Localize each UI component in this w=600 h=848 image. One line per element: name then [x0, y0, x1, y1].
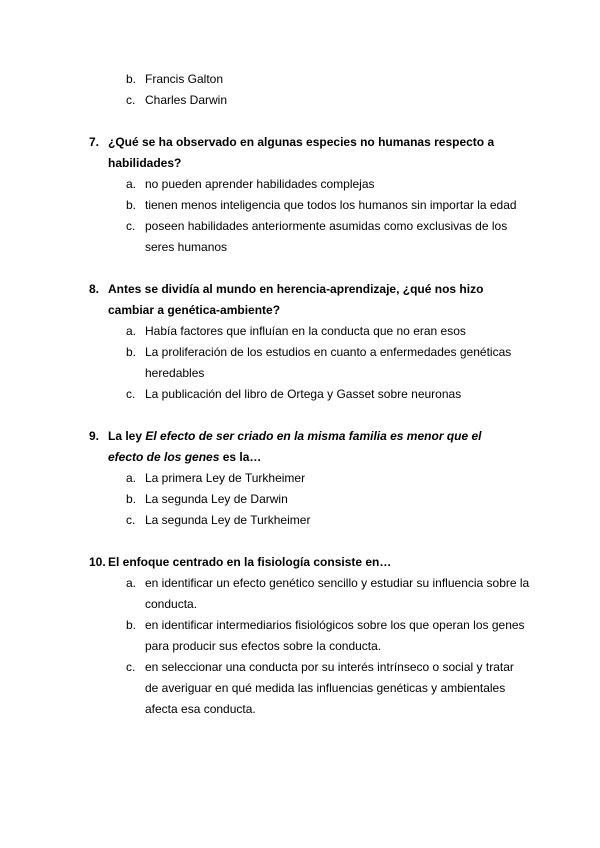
option-item — [0, 657, 600, 720]
option-letter: b. — [126, 492, 137, 506]
option-letter: a. — [126, 324, 137, 338]
question-number: 7. — [89, 135, 100, 149]
option-text: en seleccionar una conducta por su interés intrínseco o social y tratar de averiguar en qué medida las influencias genéticas y ambientales afecta esa conducta. — [145, 660, 514, 716]
option-letter: c. — [126, 513, 136, 527]
question-law-title: El efecto de ser criado en la misma familia es menor que el efecto de los genes — [108, 429, 482, 464]
option-letter: b. — [126, 198, 137, 212]
option-letter: c. — [126, 93, 136, 107]
option-item — [0, 468, 600, 489]
option-letter: a. — [126, 177, 137, 191]
option-item — [0, 489, 600, 510]
question-7 — [0, 132, 600, 174]
question-number: 8. — [89, 282, 100, 296]
question-text: Antes se dividía al mundo en herencia-aprendizaje, ¿qué nos hizo cambiar a genética-ambiente? — [108, 282, 484, 317]
question-text-before: La ley — [108, 429, 146, 443]
option-text: La proliferación de los estudios en cuanto a enfermedades genéticas heredables — [145, 345, 512, 380]
option-text: Francis Galton — [145, 72, 224, 86]
option-letter: c. — [126, 219, 136, 233]
option-letter: a. — [126, 576, 137, 590]
option-item — [0, 321, 600, 342]
option-item — [0, 615, 600, 657]
option-text: poseen habilidades anteriormente asumidas como exclusivas de los seres humanos — [145, 219, 508, 254]
question-8 — [0, 279, 600, 321]
option-text: tienen menos inteligencia que todos los humanos sin importar la edad — [145, 198, 517, 212]
question-9 — [0, 426, 600, 468]
option-text: La primera Ley de Turkheimer — [145, 471, 306, 485]
option-letter: c. — [126, 660, 136, 674]
option-text: La publicación del libro de Ortega y Gasset sobre neuronas — [145, 387, 462, 401]
option-text: La segunda Ley de Turkheimer — [145, 513, 311, 527]
option-text: no pueden aprender habilidades complejas — [145, 177, 375, 191]
option-text: en identificar un efecto genético sencillo y estudiar su influencia sobre la conducta. — [145, 576, 530, 611]
option-item — [0, 510, 600, 531]
question-number: 9. — [89, 429, 100, 443]
option-text: La segunda Ley de Darwin — [145, 492, 288, 506]
option-item — [0, 174, 600, 195]
option-text: en identificar intermediarios fisiológicos sobre los que operan los genes para producir sus efectos sobre la conducta. — [145, 618, 525, 653]
option-item — [0, 384, 600, 405]
option-text: Charles Darwin — [145, 93, 228, 107]
option-item — [0, 342, 600, 384]
option-item — [0, 573, 600, 615]
question-10 — [0, 552, 600, 573]
question-text: El enfoque centrado en la fisiología consiste en… — [108, 555, 392, 569]
option-item — [0, 90, 600, 111]
question-text: ¿Qué se ha observado en algunas especies no humanas respecto a habilidades? — [108, 135, 495, 170]
question-text-after: es la… — [219, 450, 262, 464]
option-text: Había factores que influían en la conducta que no eran esos — [145, 324, 466, 338]
option-item — [0, 195, 600, 216]
option-letter: b. — [126, 72, 137, 86]
option-letter: b. — [126, 345, 137, 359]
option-letter: b. — [126, 618, 137, 632]
option-letter: a. — [126, 471, 137, 485]
option-item — [0, 216, 600, 258]
question-number: 10. — [89, 555, 106, 569]
option-item — [0, 69, 600, 90]
option-letter: c. — [126, 387, 136, 401]
